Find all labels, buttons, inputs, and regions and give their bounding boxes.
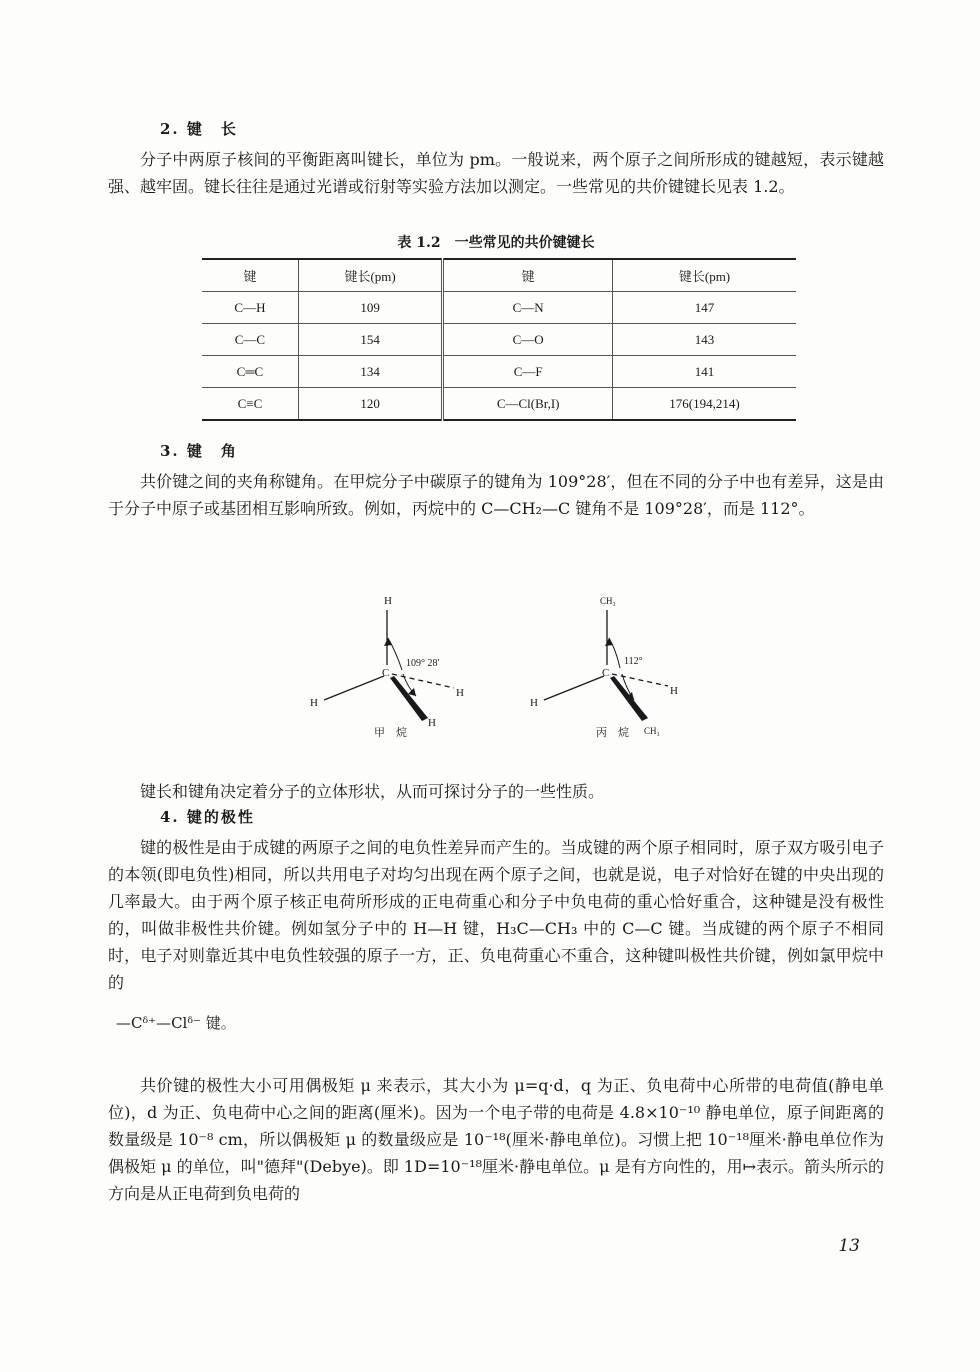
propane-angle-label: 112° [624, 656, 643, 667]
dipole-formula: —Cᵟ⁺—Clᵟ⁻ [116, 1014, 201, 1032]
bond-angle-text: 共价键之间的夹角称键角。在甲烷分子中碳原子的键角为 109°28′，但在不同的分子中也有差异，这是由于分子中原子或基团相互影响所致。例如，丙烷中的 C—CH₂—C 键角不是 109°28′，而是 112°。 [108, 472, 884, 518]
methane-caption: 甲 烷 [374, 727, 407, 739]
header-bond-1: 键 [202, 259, 298, 292]
bond-angle-paragraph [108, 468, 884, 522]
propane-caption: 丙 烷 [596, 727, 629, 739]
table-cell: 120 [298, 388, 442, 421]
bond-angle-figure [304, 590, 704, 750]
page-number: 13 [838, 1236, 860, 1256]
table-row [202, 292, 796, 324]
table-caption: 表 1.2 一些常见的共价键键长 [397, 235, 595, 251]
table-cell: C—Cl(Br,I) [443, 388, 613, 421]
bond-length-paragraph [108, 146, 884, 200]
methane-angle-label: 109° 28′ [406, 658, 440, 669]
dipole-moment-paragraph [108, 1072, 884, 1207]
header-length-1: 键长(pm) [298, 259, 442, 292]
table-cell: C—N [443, 292, 613, 324]
methane-left-atom: H [310, 697, 318, 709]
table-row [202, 324, 796, 356]
arrow-icon [605, 638, 613, 646]
dipole-moment-text: 共价键的极性大小可用偶极矩 μ 来表示，其大小为 μ=q·d，q 为正、负电荷中心所带的电荷值(静电单位)，d 为正、负电荷中心之间的距离(厘米)。因为一个电子带的电荷是 4.8×10⁻¹⁰ 静电单位，原子间距离的数量级是 10⁻⁸ cm，所以偶极矩 μ 的数量级应是 10⁻¹⁸(厘米·静电单位)。习惯上把 10⁻¹⁸厘米·静电单位作为偶极矩 μ 的单位，叫"德拜"(Debye)。即 1D=10⁻¹⁸厘米·静电单位。μ 是有方向性的，用↦表示。箭头所示的方向是从正电荷到负电荷的 [108, 1076, 884, 1203]
table-cell: C═C [202, 356, 298, 388]
methane-bond-wedge [390, 676, 428, 721]
after-figure-paragraph [108, 778, 884, 805]
table-cell: C—H [202, 292, 298, 324]
arrow-icon [384, 638, 392, 646]
table-cell: C—C [202, 324, 298, 356]
propane-center-atom: C [602, 667, 610, 679]
bond-polarity-paragraph [108, 834, 884, 996]
methane-bond-left [324, 676, 384, 700]
propane-bottom-atom: CH₃ [644, 726, 660, 736]
bond-length-table [202, 258, 796, 421]
table-cell: 147 [613, 292, 797, 324]
propane-top-atom: CH₃ [600, 596, 616, 606]
section-heading-bond-polarity: 4. 键的极性 [160, 808, 255, 826]
bond-length-text: 分子中两原子核间的平衡距离叫键长，单位为 pm。一般说来，两个原子之间所形成的键越短，表示键越强、越牢固。键长往往是通过光谱或衍射等实验方法加以测定。一些常见的共价键键长见表 1.2。 [108, 150, 884, 196]
table-cell: 176(194,214) [613, 388, 797, 421]
methane-right-atom: H [456, 687, 464, 699]
after-figure-text: 键长和键角决定着分子的立体形状，从而可探讨分子的一些性质。 [140, 782, 605, 801]
table-cell: C—O [443, 324, 613, 356]
header-length-2: 键长(pm) [613, 259, 797, 292]
table-header-row [202, 259, 796, 292]
table-cell: 143 [613, 324, 797, 356]
header-bond-2: 键 [443, 259, 613, 292]
section-heading-bond-angle: 3. 键 角 [160, 442, 238, 460]
table-cell: 109 [298, 292, 442, 324]
table-row [202, 356, 796, 388]
table-cell: 154 [298, 324, 442, 356]
propane-bond-left [544, 676, 604, 700]
bond-polarity-text: 键的极性是由于成键的两原子之间的电负性差异而产生的。当成键的两个原子相同时，原子双方吸引电子的本领(即电负性)相同，所以共用电子对均匀出现在两个原子之间，也就是说，电子对恰好在键的中央出现的几率最大。由于两个原子核正电荷所形成的正电荷重心和分子中负电荷的重心恰好重合，这种键是没有极性的，叫做非极性共价键。例如氢分子中的 H—H 键，H₃C—CH₃ 中的 C—C 键。当成键的两个原子不相同时，电子对则靠近其中电负性较强的原子一方，正、负电荷重心不重合，这种键叫极性共价键，例如氯甲烷中的 [108, 838, 884, 992]
formula-suffix: 键。 [205, 1014, 236, 1032]
textbook-page [108, 0, 884, 1372]
table-cell: C≡C [202, 388, 298, 421]
table-cell: 141 [613, 356, 797, 388]
methane-top-atom: H [384, 595, 392, 607]
table-cell: 134 [298, 356, 442, 388]
chloromethane-formula [116, 1012, 236, 1033]
methane-bottom-atom: H [428, 717, 436, 729]
table-cell: C—F [443, 356, 613, 388]
methane-structure [310, 595, 464, 739]
table-row [202, 388, 796, 421]
propane-right-atom: H [670, 685, 678, 697]
propane-structure [530, 596, 678, 739]
propane-left-atom: H [530, 697, 538, 709]
section-heading-bond-length: 2. 键 长 [160, 120, 238, 138]
methane-center-atom: C [382, 667, 390, 679]
